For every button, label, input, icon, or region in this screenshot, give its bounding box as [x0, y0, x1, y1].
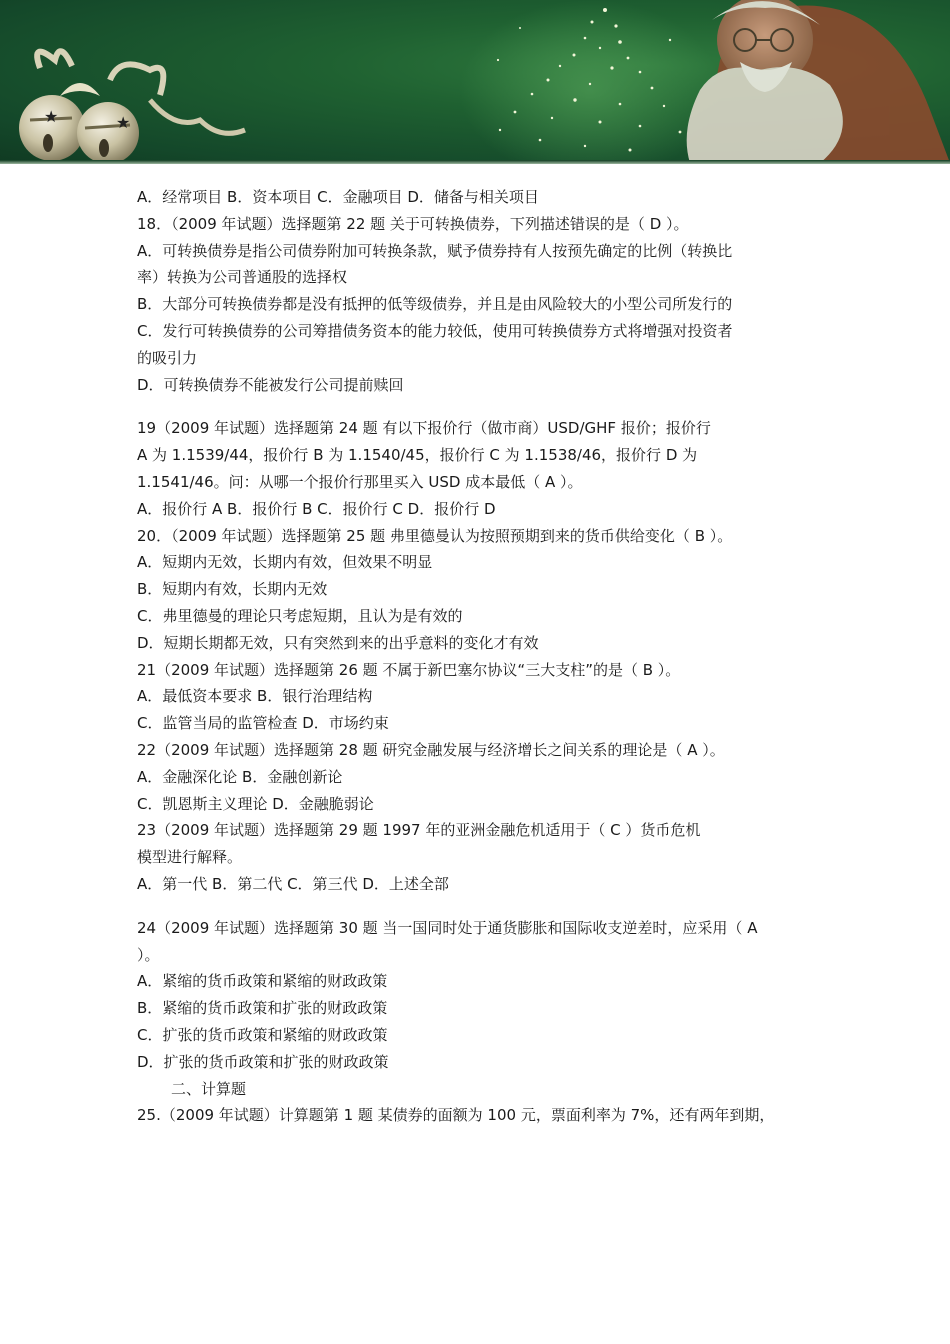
christmas-banner-illustration [0, 0, 950, 163]
text-line: A 为 1.1539/44，报价行 B 为 1.1540/45，报价行 C 为 1.1538/46，报价行 D 为 [137, 446, 698, 465]
text-line: 1.1541/46。问：从哪一个报价行那里买入 USD 成本最低（ A ）。 [137, 472, 583, 491]
question-24: 24（2009 年试题）选择题第 30 题 当一国同时处于通货膨胀和国际收支逆差时，应采用（ A [137, 918, 758, 937]
text-line: B．大部分可转换债券都是没有抵押的低等级债券，并且是由风险较大的小型公司所发行的 [137, 295, 733, 314]
question-18: 18．（2009 年试题）选择题第 22 题 关于可转换债券，下列描述错误的是（ D ）。 [137, 214, 689, 233]
text-line: 率）转换为公司普通股的选择权 [137, 268, 348, 287]
question-20: 20．（2009 年试题）选择题第 25 题 弗里德曼认为按照预期到来的货币供给变化（ B ）。 [137, 526, 733, 545]
text-line: 的吸引力 [137, 348, 198, 367]
text-line: A．紧缩的货币政策和紧缩的财政政策 [137, 972, 388, 991]
svg-text:★: ★ [116, 113, 131, 132]
text-line: D．可转换债券不能被发行公司提前赎回 [137, 375, 404, 394]
text-line: B．短期内有效，长期内无效 [137, 580, 328, 599]
text-line: 模型进行解释。 [137, 848, 243, 867]
text-line: ）。 [137, 945, 160, 964]
header-banner [0, 0, 950, 163]
text-line: C．监管当局的监管检查 D．市场约束 [137, 714, 389, 733]
text-line: A．第一代 B．第二代 C．第三代 D．上述全部 [137, 874, 449, 893]
question-25: 25.（2009 年试题）计算题第 1 题 某债券的面额为 100 元，票面利率为 7%，还有两年到期， [137, 1106, 775, 1125]
banner-divider [0, 160, 950, 164]
text-line: D．扩张的货币政策和扩张的财政政策 [137, 1052, 389, 1071]
text-line: C．弗里德曼的理论只考虑短期，且认为是有效的 [137, 606, 463, 625]
text-line: C．发行可转换债券的公司筹措债务资本的能力较低，使用可转换债券方式将增强对投资者 [137, 321, 733, 340]
text-line: A．经常项目 B．资本项目 C．金融项目 D．储备与相关项目 [137, 188, 539, 206]
jingle-bells-illustration [19, 51, 245, 163]
question-23: 23（2009 年试题）选择题第 29 题 1997 年的亚洲金融危机适用于（ C ）货币危机 [137, 821, 701, 840]
text-line: A．报价行 A B．报价行 B C．报价行 C D．报价行 D [137, 499, 496, 518]
question-19: 19（2009 年试题）选择题第 24 题 有以下报价行（做市商）USD/GHF 报价；报价行 [137, 419, 711, 438]
svg-text:★: ★ [44, 107, 59, 126]
text-line: B．紧缩的货币政策和扩张的财政政策 [137, 999, 388, 1018]
text-line: D．短期长期都无效，只有突然到来的出乎意料的变化才有效 [137, 633, 539, 652]
text-line: C．扩张的货币政策和紧缩的财政政策 [137, 1025, 388, 1044]
section-heading: 二、计算题 [171, 1079, 247, 1098]
document-body [137, 184, 817, 1129]
question-21: 21（2009 年试题）选择题第 26 题 不属于新巴塞尔协议“三大支柱”的是（ B ）。 [137, 660, 681, 679]
text-line: C．凯恩斯主义理论 D．金融脆弱论 [137, 794, 374, 813]
santa-illustration [687, 0, 950, 163]
question-22: 22（2009 年试题）选择题第 28 题 研究金融发展与经济增长之间关系的理论是（ A ）。 [137, 740, 725, 759]
text-line: A．最低资本要求 B．银行治理结构 [137, 687, 373, 706]
text-line: A．短期内无效，长期内有效，但效果不明显 [137, 553, 433, 572]
text-line: A．可转换债券是指公司债券附加可转换条款，赋予债券持有人按预先确定的比例（转换比 [137, 241, 733, 260]
text-line: A．金融深化论 B．金融创新论 [137, 767, 343, 786]
